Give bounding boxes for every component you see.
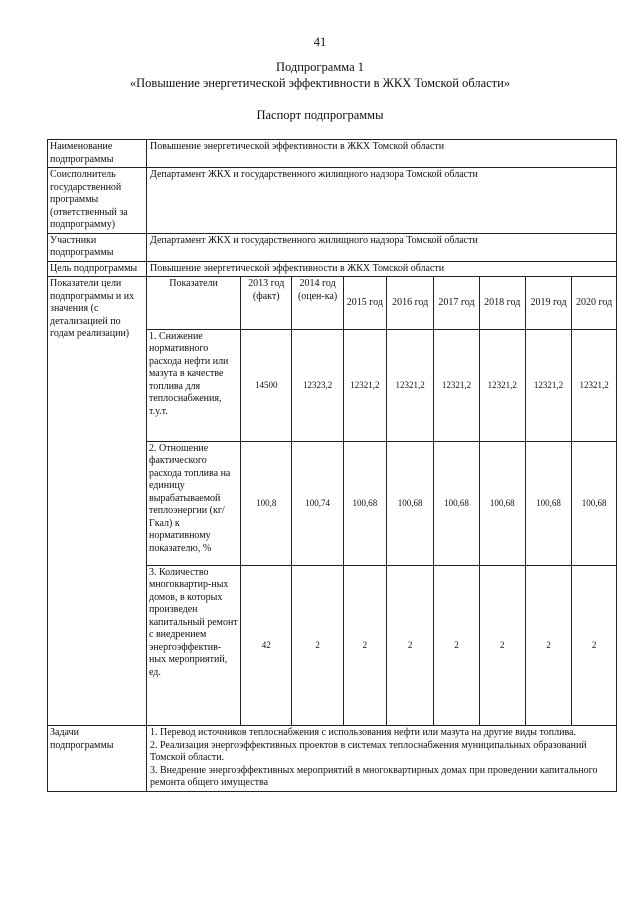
year-header: 2014 год (оцен-ка): [292, 277, 343, 329]
row-name: [48, 140, 617, 168]
year-header: 2013 год (факт): [241, 277, 292, 329]
row-tasks-label: Задачи подпрограммы: [48, 726, 147, 792]
indicator-value: 100,74: [292, 441, 343, 565]
indicator-value: 42: [241, 565, 292, 725]
indicator-value: 12321,2: [343, 329, 386, 441]
year-header: 2015 год: [343, 277, 386, 329]
indicators-header-name: Показатели: [147, 277, 241, 329]
year-header: 2016 год: [387, 277, 434, 329]
row-name-label: Наименование подпрограммы: [48, 140, 147, 168]
page-number: 41: [313, 35, 327, 49]
indicator-value: 12321,2: [387, 329, 434, 441]
year-header: 2018 год: [479, 277, 525, 329]
row-participants: [48, 233, 617, 261]
row-goal-value: Повышение энергетической эффективности в ЖКХ Томской области: [147, 261, 617, 277]
indicator-name: 1. Снижение нормативного расхода нефти или мазута в качестве топлива для теплоснабжения, т.у.т.: [147, 329, 241, 441]
row-tasks: [48, 726, 617, 792]
row-goal: [48, 261, 617, 277]
indicator-row-3: [147, 565, 616, 725]
indicators-cell: [147, 277, 617, 726]
indicator-value: 2: [387, 565, 434, 725]
subprogram-heading: Подпрограмма 1: [275, 60, 365, 74]
row-participants-label: Участники подпрограммы: [48, 233, 147, 261]
subprogram-title: «Повышение энергетической эффективности в ЖКХ Томской области»: [129, 76, 511, 90]
year-header: 2019 год: [525, 277, 571, 329]
indicator-value: 12323,2: [292, 329, 343, 441]
row-indicators-label: Показатели цели подпрограммы и их значения (с детализацией по годам реализации): [48, 277, 147, 726]
task-item: 2. Реализация энергоэффективных проектов в системах теплоснабжения муниципальных образований Томской области.: [150, 739, 587, 763]
indicator-value: 2: [572, 565, 616, 725]
indicator-value: 12321,2: [525, 329, 571, 441]
indicator-name: 3. Количество многоквартир-ных домов, в которых произведен капитальный ремонт с внедрением энергоэффектив-ных мероприятий, ед.: [147, 565, 241, 725]
indicator-value: 2: [479, 565, 525, 725]
row-participants-value: Департамент ЖКХ и государственного жилищного надзора Томской области: [147, 233, 617, 261]
task-item: 3. Внедрение энергоэффективных мероприятий в многоквартирных домах при проведении капитального ремонта общего имущества: [150, 764, 598, 788]
indicators-header-row: [147, 277, 616, 329]
indicators-table: [147, 277, 616, 725]
row-tasks-value: [147, 726, 617, 792]
indicator-value: 12321,2: [479, 329, 525, 441]
indicator-value: 2: [343, 565, 386, 725]
passport-table: [47, 139, 617, 792]
indicator-value: 100,68: [434, 441, 479, 565]
indicator-value: 100,68: [387, 441, 434, 565]
year-header: 2017 год: [434, 277, 479, 329]
row-executor-label: Соисполнитель государственной программы (ответственный за подпрограмму): [48, 168, 147, 234]
row-goal-label: Цель подпрограммы: [48, 261, 147, 277]
row-executor: [48, 168, 617, 234]
passport-title: Паспорт подпрограммы: [256, 108, 384, 122]
row-name-value: Повышение энергетической эффективности в ЖКХ Томской области: [147, 140, 617, 168]
row-indicators: [48, 277, 617, 726]
indicator-value: 100,68: [343, 441, 386, 565]
indicator-value: 12321,2: [434, 329, 479, 441]
indicator-value: 100,68: [479, 441, 525, 565]
indicator-value: 2: [292, 565, 343, 725]
indicator-value: 100,8: [241, 441, 292, 565]
indicator-name: 2. Отношение фактического расхода топлива на единицу вырабатываемой теплоэнергии (кг/Гкал) к нормативному показателю, %: [147, 441, 241, 565]
indicator-value: 100,68: [525, 441, 571, 565]
row-executor-value: Департамент ЖКХ и государственного жилищного надзора Томской области: [147, 168, 617, 234]
indicator-value: 14500: [241, 329, 292, 441]
indicator-row-2: [147, 441, 616, 565]
indicator-row-1: [147, 329, 616, 441]
year-header: 2020 год: [572, 277, 616, 329]
indicator-value: 2: [434, 565, 479, 725]
indicator-value: 12321,2: [572, 329, 616, 441]
indicator-value: 100,68: [572, 441, 616, 565]
indicator-value: 2: [525, 565, 571, 725]
task-item: 1. Перевод источников теплоснабжения с использования нефти или мазута на другие виды топлива.: [150, 727, 576, 738]
